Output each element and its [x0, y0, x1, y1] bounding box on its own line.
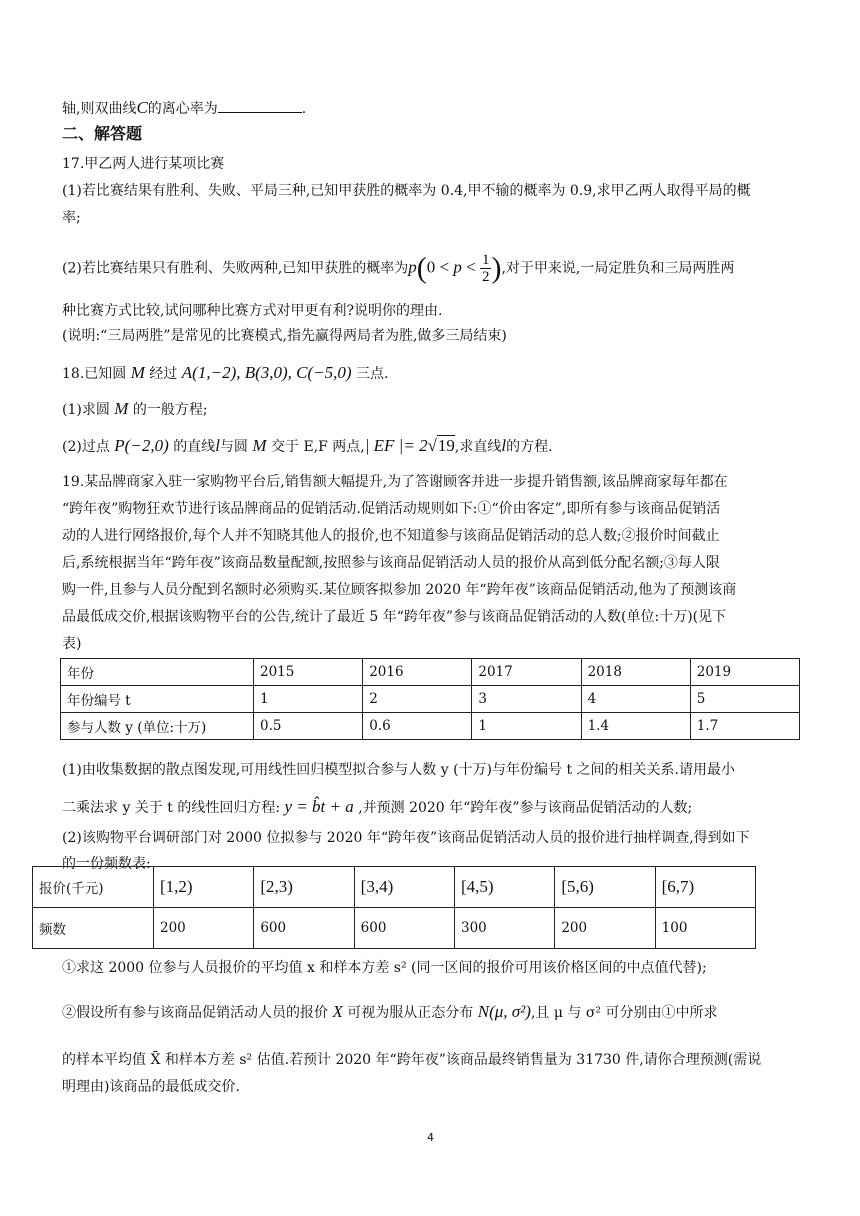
- price-frequency-table: [32, 866, 756, 949]
- table-cell: 2018: [581, 659, 690, 686]
- q18-part2: [62, 436, 553, 457]
- q18-stem: [62, 363, 388, 384]
- table-cell: 2019: [690, 659, 799, 686]
- q17-p2-text: (2)若比赛结果只有胜利、失败两种,已知甲获胜的概率为: [62, 260, 409, 277]
- table-cell: [3,4): [354, 867, 454, 908]
- q17-part2-line2: 种比赛方式比较,试问哪种比赛方式对甲更有利?说明你的理由.: [62, 303, 443, 319]
- regression-equation: y = b̂t + a: [284, 797, 354, 816]
- table-cell: 报价(千元): [33, 867, 154, 908]
- table-cell: 4: [581, 686, 690, 713]
- q18-text: 18.已知圆: [62, 366, 127, 382]
- q19-sub2-line1: [62, 1002, 717, 1023]
- q19-p1-text: 二乘法求 y 关于 t 的线性回归方程:: [62, 800, 281, 816]
- q18-p2-text: (2)过点: [62, 439, 110, 455]
- table-cell: 0.6: [363, 713, 472, 740]
- q19-s2-mid: 可视为服从正态分布: [347, 1005, 474, 1021]
- q18-p2-mid3: 交于 E,F 两点,: [271, 439, 365, 455]
- table-cell: 1.4: [581, 713, 690, 740]
- circle-M: M: [130, 363, 145, 382]
- point-P: P(−2,0): [114, 436, 169, 455]
- circle-M-3: M: [252, 436, 267, 455]
- q17-part1-line2: 率;: [62, 210, 81, 226]
- q18-part1: [62, 399, 208, 420]
- sqrt-value: 19: [437, 436, 455, 455]
- q16-tail: [62, 98, 306, 119]
- paren-close: ): [491, 251, 502, 285]
- table-cell: 3: [472, 686, 581, 713]
- table-cell: 1: [472, 713, 581, 740]
- fraction-half: [480, 252, 492, 285]
- q19-s2-text: ②假设所有参与该商品促销活动人员的报价: [62, 1005, 328, 1021]
- q19-part2-line2: 的一份频数表:: [62, 856, 151, 872]
- table-cell: 5: [690, 686, 799, 713]
- cond-var: p: [453, 257, 462, 277]
- q19-p1-post: ,并预测 2020 年“跨年夜”参与该商品促销活动的人数;: [358, 800, 693, 816]
- table-cell: 100: [655, 908, 755, 949]
- q18-p2-mid2: 与圆: [219, 439, 248, 455]
- q18-p2-mid1: 的直线: [173, 439, 216, 455]
- table-cell: 频数: [33, 908, 154, 949]
- q17-p2-post: ,对于甲来说,一局定胜负和三局两胜两: [501, 260, 735, 277]
- table-cell: 600: [254, 908, 354, 949]
- q18-p1-post: 的一般方程;: [132, 402, 208, 418]
- q19-line-5: 购一件,且参与人员分配到名额时必须购买.某位顾客拟参加 2020 年“跨年夜”该商品促销活动,他为了预测该商: [62, 582, 737, 598]
- table-cell: 参与人数 y (单位:十万): [61, 713, 254, 740]
- frac-den: 2: [481, 269, 490, 285]
- line-l: l: [215, 436, 220, 455]
- EF-length: | EF |= 2: [364, 436, 428, 455]
- q18-p2-post: ,求直线: [454, 439, 502, 455]
- frac-num: 1: [481, 252, 490, 268]
- q16-text-2: 的离心率为: [147, 101, 218, 117]
- table-cell: 2: [363, 686, 472, 713]
- table-cell: 2017: [472, 659, 581, 686]
- answer-blank: [218, 98, 302, 113]
- q18-text-3: 三点.: [356, 366, 389, 382]
- table-cell: 200: [154, 908, 254, 949]
- table-cell: 600: [354, 908, 454, 949]
- table-cell: 200: [555, 908, 655, 949]
- table-cell: 2016: [363, 659, 472, 686]
- table-cell: 1: [254, 686, 363, 713]
- q17-part1-line1: (1)若比赛结果有胜利、失败、平局三种,已知甲获胜的概率为 0.4,甲不输的概率为 0.9,求甲乙两人取得平局的概: [62, 183, 751, 199]
- q17-p-var: p: [408, 257, 417, 277]
- q19-line-7: 表): [62, 636, 82, 652]
- q16-text: 轴,则双曲线: [62, 101, 137, 117]
- line-l-2: l: [501, 436, 507, 455]
- table-cell: [1,2): [154, 867, 254, 908]
- table-row: [61, 659, 800, 686]
- table-cell: [6,7): [655, 867, 755, 908]
- table-cell: [2,3): [254, 867, 354, 908]
- q18-p2-end: 的方程.: [506, 439, 553, 455]
- q19-part1-line2: [62, 797, 692, 818]
- q19-line-2: “跨年夜”购物狂欢节进行该品牌商品的促销活动.促销活动规则如下:①“价由客定”,即所有参与该商品促销活: [62, 501, 721, 517]
- points-ABC: A(1,−2), B(3,0), C(−5,0): [181, 363, 352, 382]
- q17-note: (说明:“三局两胜”是常见的比赛模式,指先赢得两局者为胜,做多三局结束): [62, 328, 507, 344]
- q19-line-4: 后,系统根据当年“跨年夜”该商品数量配额,按照参与该商品促销活动人员的报价从高到低分配名额;③每人限: [62, 555, 720, 571]
- q18-text-2: 经过: [149, 366, 178, 382]
- var-X: X: [332, 1002, 343, 1021]
- normal-dist: N(μ, σ²): [477, 1002, 531, 1021]
- q19-part2-line1: (2)该购物平台调研部门对 2000 位拟参与 2020 年“跨年夜”该商品促销活动人员的报价进行抽样调查,得到如下: [62, 830, 750, 846]
- q19-line-3: 动的人进行网络报价,每个人并不知晓其他人的报价,也不知道参与该商品促销活动的总人数;②报价时间截止: [62, 528, 720, 544]
- table-cell: 300: [454, 908, 554, 949]
- q18-p1-text: (1)求圆: [62, 402, 110, 418]
- table-cell: [5,6): [555, 867, 655, 908]
- q16-var: C: [136, 98, 148, 117]
- page-number: 4: [427, 1131, 434, 1144]
- participants-table: [60, 658, 800, 740]
- sqrt-symbol: √: [427, 436, 437, 455]
- paren-open: (: [416, 251, 427, 285]
- table-cell: [4,5): [454, 867, 554, 908]
- q19-sub2-line3: 明理由)该商品的最低成交价.: [62, 1079, 240, 1095]
- q19-s2-post: ,且 μ 与 σ² 可分别由①中所求: [530, 1005, 718, 1021]
- table-row: [61, 713, 800, 740]
- table-cell: 年份: [61, 659, 254, 686]
- cond-lt: <: [461, 257, 480, 277]
- q19-line-1: 19.某品牌商家入驻一家购物平台后,销售额大幅提升,为了答谢顾客并进一步提升销售额,该品牌商家每年都在: [62, 474, 728, 490]
- circle-M-2: M: [114, 399, 129, 418]
- table-cell: 2015: [254, 659, 363, 686]
- q19-part1-line1: (1)由收集数据的散点图发现,可用线性回归模型拟合参与人数 y (十万)与年份编号 t 之间的相关关系.请用最小: [62, 762, 735, 778]
- q17-part2-line1: [62, 252, 734, 285]
- section-title: 二、解答题: [62, 124, 143, 143]
- q19-line-6: 品最低成交价,根据该购物平台的公告,统计了最近 5 年“跨年夜”参与该商品促销活动的人数(单位:十万)(见下: [62, 609, 727, 625]
- table-cell: 年份编号 t: [61, 686, 254, 713]
- table-row: [33, 908, 756, 949]
- table-cell: 1.7: [690, 713, 799, 740]
- q17-stem: 17.甲乙两人进行某项比赛: [62, 156, 225, 172]
- q19-sub2-line2: 的样本平均值 X̄ 和样本方差 s² 估值.若预计 2020 年“跨年夜”该商品最终销售量为 31730 件,请你合理预测(需说: [62, 1052, 762, 1068]
- table-cell: 0.5: [254, 713, 363, 740]
- table-row: [33, 867, 756, 908]
- q19-sub1: ①求这 2000 位参与人员报价的平均值 x 和样本方差 s² (同一区间的报价可用该价格区间的中点值代替);: [62, 960, 707, 976]
- cond-text: 0 <: [426, 257, 454, 277]
- q16-end: .: [301, 101, 307, 117]
- table-row: [61, 686, 800, 713]
